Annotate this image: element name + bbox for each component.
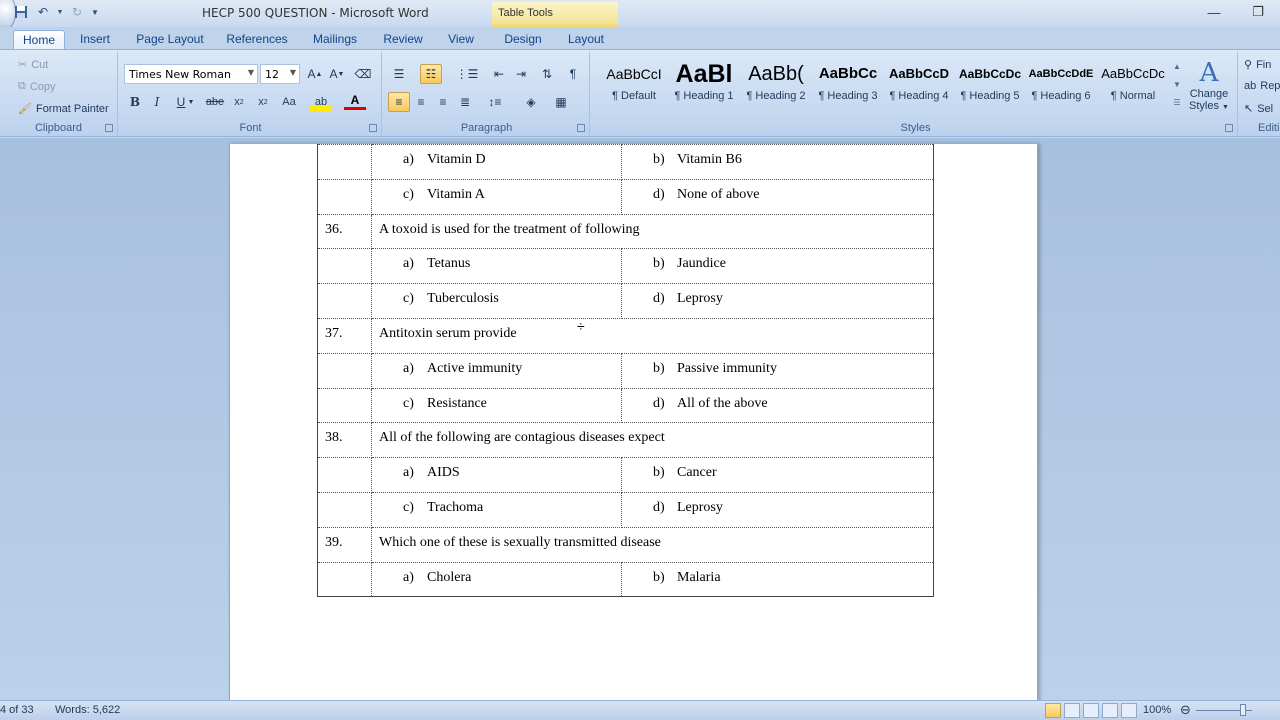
page-count[interactable]: 4 of 33 <box>0 704 34 716</box>
question-number-cell[interactable] <box>318 458 372 493</box>
option-text: Leprosy <box>677 291 723 307</box>
table-row[interactable] <box>318 423 934 458</box>
tab-home[interactable]: Home <box>13 30 65 49</box>
style-heading-2[interactable] <box>742 58 810 112</box>
zoom-level[interactable]: 100% <box>1143 704 1172 716</box>
styles-gallery-scroll[interactable]: ▲ ▼ ☰ <box>1173 62 1181 107</box>
option-text: Malaria <box>677 569 721 585</box>
option-letter: b) <box>653 569 665 585</box>
paintbrush-icon: 🖌 <box>18 103 32 115</box>
option-text: Vitamin A <box>427 186 485 202</box>
font-color-icon[interactable]: A <box>344 92 366 110</box>
table-row[interactable] <box>318 562 934 597</box>
style-name: ¶ Heading 6 <box>1031 90 1091 102</box>
sort-icon[interactable]: ⇅ <box>541 67 553 81</box>
font-name-combo[interactable] <box>124 64 258 84</box>
option-cell[interactable] <box>622 492 934 527</box>
decrease-indent-icon[interactable]: ⇤ <box>493 67 505 81</box>
question-number-cell[interactable] <box>318 388 372 423</box>
option-letter: d) <box>653 291 665 307</box>
option-letter: c) <box>403 499 414 515</box>
option-letter: d) <box>653 186 665 202</box>
table-tools-context-label: Table Tools <box>492 2 618 27</box>
justify-icon[interactable]: ≣ <box>459 95 471 109</box>
borders-icon[interactable]: ▦ <box>555 95 567 109</box>
web-layout-view-icon[interactable] <box>1083 703 1099 718</box>
pilcrow-icon[interactable]: ¶ <box>569 67 577 81</box>
question-number-cell[interactable] <box>318 179 372 214</box>
font-group-label: Font <box>239 122 262 134</box>
tab-references[interactable]: References <box>226 32 288 46</box>
multilevel-list-icon[interactable]: ⋮☰ <box>455 67 479 81</box>
option-text: Leprosy <box>677 499 723 515</box>
font-size-combo[interactable] <box>260 64 300 84</box>
option-letter: c) <box>403 186 414 202</box>
question-number-cell[interactable] <box>318 249 372 284</box>
redo-icon[interactable]: ↻ <box>71 5 83 19</box>
highlight-icon[interactable]: ab <box>310 92 332 112</box>
option-cell[interactable] <box>622 562 934 597</box>
option-cell[interactable] <box>372 145 622 180</box>
question-number[interactable]: 38. <box>318 423 372 458</box>
option-letter: c) <box>403 291 414 307</box>
copy-button[interactable] <box>18 80 56 93</box>
style-name: ¶ Heading 5 <box>960 90 1020 102</box>
option-cell[interactable] <box>372 492 622 527</box>
style-name: ¶ Normal <box>1110 90 1156 102</box>
styles-group-label: Styles <box>900 122 931 134</box>
option-cell[interactable] <box>622 145 934 180</box>
find-label: Fin <box>1256 58 1272 71</box>
shading-icon[interactable]: ◈ <box>526 95 536 109</box>
styles-group <box>594 52 1238 136</box>
font-name-value: Times New Roman <box>129 68 231 81</box>
tab-layout[interactable]: Layout <box>567 32 605 46</box>
option-cell[interactable] <box>622 249 934 284</box>
replace-button[interactable] <box>1244 80 1280 92</box>
option-letter: d) <box>653 499 665 515</box>
tab-review[interactable]: Review <box>383 32 423 46</box>
style-sample: AaBb( <box>748 63 804 85</box>
font-launcher-icon[interactable] <box>369 124 377 132</box>
undo-dropdown-icon[interactable]: ▼ <box>56 8 64 16</box>
question-text[interactable]: Antitoxin serum provide <box>372 318 934 353</box>
option-text: AIDS <box>427 465 460 481</box>
word-count[interactable]: Words: 5,622 <box>55 704 121 716</box>
option-cell[interactable] <box>372 179 622 214</box>
chevron-down-icon: ▼ <box>247 68 254 77</box>
option-letter: b) <box>653 152 665 167</box>
clipboard-group <box>0 52 118 136</box>
table-row[interactable] <box>318 249 934 284</box>
font-size-value: 12 <box>265 68 279 81</box>
change-case-icon[interactable]: Aa <box>282 96 296 108</box>
find-button[interactable] <box>1244 58 1271 71</box>
table-row[interactable] <box>318 388 934 423</box>
styles-launcher-icon[interactable] <box>1225 124 1233 132</box>
table-row[interactable] <box>318 527 934 562</box>
style-name: ¶ Heading 3 <box>818 90 878 102</box>
option-text: Resistance <box>427 395 487 411</box>
question-text[interactable]: All of the following are contagious diseases expect <box>372 423 934 458</box>
option-cell[interactable] <box>622 458 934 493</box>
tab-mailings[interactable]: Mailings <box>312 32 357 46</box>
zoom-out-icon[interactable]: ⊖ <box>1180 702 1191 717</box>
question-number-cell[interactable] <box>318 353 372 388</box>
style-sample: AaBbCcI <box>606 66 662 82</box>
table-row[interactable] <box>318 145 934 180</box>
ribbon-tabs <box>0 27 1280 49</box>
superscript-icon[interactable]: x 2 <box>258 96 268 108</box>
replace-label: Rep <box>1260 80 1280 92</box>
grow-font-icon[interactable]: A ▲ <box>307 67 323 81</box>
draft-view-icon[interactable] <box>1121 703 1137 718</box>
style-sample: AaBl <box>675 60 733 88</box>
option-letter: a) <box>403 152 414 167</box>
option-cell[interactable] <box>622 179 934 214</box>
style-heading-6[interactable] <box>1027 58 1095 112</box>
style-heading-1[interactable] <box>670 58 738 112</box>
style-name: ¶ Heading 1 <box>674 90 734 102</box>
copy-icon: ⧉ <box>18 80 26 92</box>
shrink-font-icon[interactable]: A ▼ <box>329 67 345 81</box>
table-row[interactable] <box>318 492 934 527</box>
option-text: Jaundice <box>677 256 726 272</box>
change-styles-button[interactable]: A Change Styles ▼ <box>1186 58 1232 118</box>
window-title: HECP 500 QUESTION - Microsoft Word <box>202 6 429 20</box>
select-button[interactable] <box>1244 102 1273 115</box>
style-default[interactable] <box>600 58 668 112</box>
clear-formatting-icon[interactable]: ⌫ <box>354 67 372 81</box>
replace-icon: ab <box>1244 80 1257 92</box>
line-spacing-icon[interactable]: ↕≡ <box>488 95 502 109</box>
scissors-icon: ✂ <box>18 59 28 71</box>
option-text: Cholera <box>427 569 472 585</box>
question-text[interactable]: Which one of these is sexually transmitted disease <box>372 527 934 562</box>
style-sample: AaBbCc <box>818 65 878 82</box>
document-page[interactable] <box>229 144 1038 700</box>
question-number-cell[interactable] <box>318 492 372 527</box>
tab-design[interactable]: Design <box>504 32 542 46</box>
option-cell[interactable] <box>622 388 934 423</box>
paragraph-group <box>384 52 590 136</box>
style-sample: AaBbCcDdE <box>1028 68 1094 80</box>
question-number-cell[interactable] <box>318 284 372 319</box>
option-cell[interactable] <box>372 388 622 423</box>
numbering-icon[interactable]: ☷ <box>420 64 442 84</box>
change-styles-icon: A <box>1199 58 1219 88</box>
outline-view-icon[interactable] <box>1102 703 1118 718</box>
option-letter: b) <box>653 465 665 481</box>
option-cell[interactable] <box>372 353 622 388</box>
style-sample: AaBbCcDc <box>958 67 1021 81</box>
print-layout-view-icon[interactable] <box>1045 703 1061 718</box>
format-painter-button[interactable] <box>18 102 109 115</box>
change-styles-label-1: Change <box>1189 88 1229 100</box>
clipboard-launcher-icon[interactable] <box>105 124 113 132</box>
question-text[interactable]: A toxoid is used for the treatment of following <box>372 214 934 249</box>
question-number[interactable]: 39. <box>318 527 372 562</box>
table-row[interactable] <box>318 318 934 353</box>
table-row[interactable] <box>318 179 934 214</box>
option-text: Cancer <box>677 465 717 481</box>
window-controls <box>1192 0 1280 24</box>
option-cell[interactable] <box>372 284 622 319</box>
chevron-down-icon: ▼ <box>289 68 296 77</box>
copy-label: Copy <box>29 80 56 93</box>
title-bar <box>0 0 1280 27</box>
format-painter-label: Format Painter <box>35 102 109 115</box>
style-heading-5[interactable] <box>956 58 1024 112</box>
option-cell[interactable] <box>372 562 622 597</box>
style-sample: AaBbCcDc <box>1101 66 1165 81</box>
bold-icon[interactable]: B <box>129 95 141 109</box>
align-left-icon[interactable]: ≡ <box>388 92 410 112</box>
option-text: Active immunity <box>427 360 523 376</box>
cut-button[interactable] <box>18 58 48 71</box>
table-row[interactable] <box>318 284 934 319</box>
customize-qat-icon[interactable]: ▼ <box>91 7 99 17</box>
option-letter: a) <box>403 256 414 272</box>
status-bar <box>0 700 1280 720</box>
quick-access-toolbar <box>12 3 100 21</box>
option-text: Tetanus <box>427 256 471 272</box>
restore-button[interactable]: ❐ <box>1252 4 1264 19</box>
document-area[interactable] <box>0 138 1280 700</box>
binoculars-icon: ⚲ <box>1244 59 1253 71</box>
option-text: All of the above <box>677 395 768 411</box>
table-row[interactable] <box>318 458 934 493</box>
question-table[interactable] <box>317 144 934 597</box>
strikethrough-icon[interactable]: abe <box>205 96 225 108</box>
cut-label: Cut <box>31 58 49 71</box>
italic-icon[interactable]: I <box>154 95 160 109</box>
editing-group-label: Editi <box>1258 122 1280 134</box>
bullets-icon[interactable]: ☰ <box>393 67 405 81</box>
select-label: Sel <box>1257 102 1274 115</box>
option-text: Tuberculosis <box>427 291 499 307</box>
change-styles-label-2: Styles <box>1189 100 1219 112</box>
increase-indent-icon[interactable]: ⇥ <box>515 67 527 81</box>
underline-icon[interactable]: U <box>176 95 186 109</box>
tab-view[interactable]: View <box>448 32 474 46</box>
option-letter: b) <box>653 256 665 272</box>
option-text: Passive immunity <box>677 360 777 376</box>
tab-page-layout[interactable]: Page Layout <box>136 32 204 46</box>
question-number[interactable]: 36. <box>318 214 372 249</box>
style-heading-4[interactable] <box>885 58 953 112</box>
editing-group <box>1240 52 1280 136</box>
option-letter: b) <box>653 360 665 376</box>
row-resize-cursor-icon: ÷ <box>577 318 585 334</box>
save-icon[interactable] <box>12 3 30 21</box>
align-right-icon[interactable]: ≡ <box>439 95 447 109</box>
option-cell[interactable] <box>622 284 934 319</box>
style-sample: AaBbCcD <box>889 66 949 81</box>
option-letter: d) <box>653 395 665 411</box>
tab-insert[interactable]: Insert <box>79 32 110 46</box>
minimize-button[interactable]: — <box>1207 4 1221 20</box>
style-heading-3[interactable] <box>814 58 882 112</box>
option-cell[interactable] <box>372 458 622 493</box>
table-row[interactable] <box>318 353 934 388</box>
full-screen-reading-view-icon[interactable] <box>1064 703 1080 718</box>
style-name: ¶ Heading 4 <box>889 90 949 102</box>
question-number-cell[interactable] <box>318 562 372 597</box>
paragraph-launcher-icon[interactable] <box>577 124 585 132</box>
style-normal[interactable] <box>1099 58 1167 112</box>
option-letter: a) <box>403 465 414 481</box>
table-row[interactable] <box>318 214 934 249</box>
undo-icon[interactable]: ↶ <box>37 5 49 19</box>
clipboard-group-label: Clipboard <box>34 122 83 134</box>
style-name: ¶ Heading 2 <box>746 90 806 102</box>
option-cell[interactable] <box>622 353 934 388</box>
option-text: None of above <box>677 186 760 202</box>
paragraph-group-label: Paragraph <box>460 122 513 134</box>
option-text: Trachoma <box>427 499 484 515</box>
underline-dropdown-icon[interactable]: ▼ <box>187 98 195 106</box>
align-center-icon[interactable]: ≡ <box>417 95 425 109</box>
zoom-slider-thumb[interactable] <box>1240 704 1246 716</box>
option-text: Vitamin D <box>427 152 486 167</box>
option-text: Vitamin B6 <box>677 152 742 167</box>
cursor-icon: ↖ <box>1244 103 1254 115</box>
subscript-icon[interactable]: x 2 <box>234 96 244 108</box>
option-letter: a) <box>403 569 414 585</box>
option-letter: c) <box>403 395 414 411</box>
question-number-cell[interactable] <box>318 145 372 180</box>
ribbon <box>0 49 1280 137</box>
option-cell[interactable] <box>372 249 622 284</box>
question-number[interactable]: 37. <box>318 318 372 353</box>
style-name: ¶ Default <box>612 90 656 102</box>
font-group <box>120 52 382 136</box>
option-letter: a) <box>403 360 414 376</box>
